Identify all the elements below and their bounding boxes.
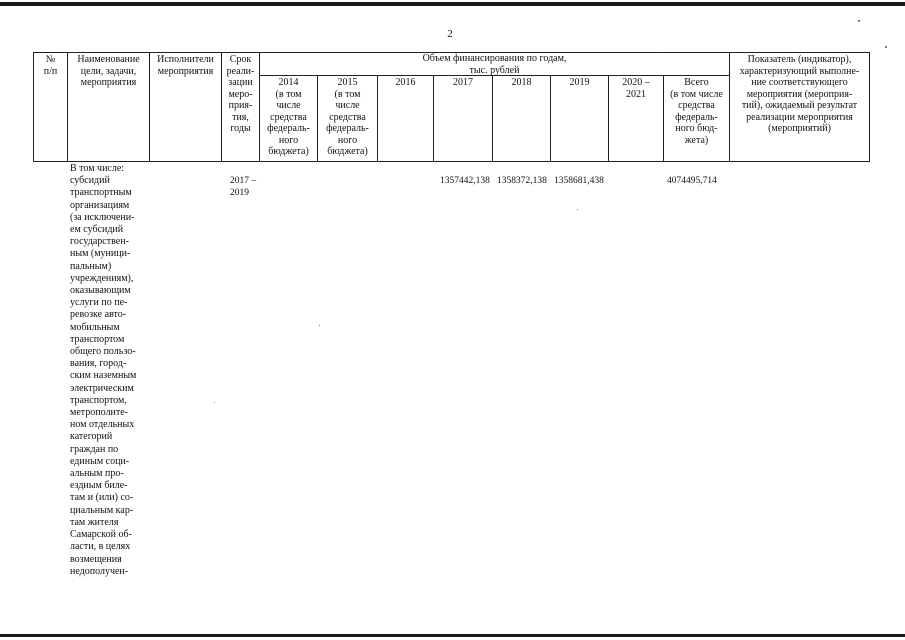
scan-speck <box>319 325 320 326</box>
row-value-2019: 1358681,438 <box>554 176 604 186</box>
header-num: № п/п <box>43 54 58 77</box>
table-line <box>33 161 870 162</box>
header-year-2017: 2017 <box>453 77 473 88</box>
header-executors: Исполнители мероприятия <box>157 54 214 77</box>
scan-speck <box>214 402 215 403</box>
row-term: 2017 – 2019 <box>230 176 257 198</box>
header-year-2020-2021: 2020 – 2021 <box>622 77 650 100</box>
row-value-2017: 1357442,138 <box>440 176 490 186</box>
financing-table-header <box>33 52 870 162</box>
page-number: 2 <box>447 28 453 40</box>
top-border-rule <box>0 2 905 6</box>
header-name: Наименование цели, задачи, мероприятия <box>77 54 140 88</box>
scan-speck <box>885 46 887 48</box>
row-description: В том числе: субсидий транспортным организациям (за исключени- ем субсидий государствен- ным (муници- пальным) учреждениям), оказывающим услуги по пе- ревозке авто- мобильным транспортом общего пользо- вания, город- ским наземным электрическим транспортом, метрополите- ном отдельных категорий граждан по единым соци- альным про- ездным биле- там и (или) со- циальным кар- там жителя Самарской об- ласти, в целях возмещения недополучен- <box>70 163 137 577</box>
bottom-border-rule <box>0 634 905 637</box>
header-total: Всего (в том числе средства федераль- ного бюд- жета) <box>670 77 723 146</box>
header-year-2015: 2015 (в том числе средства федераль- ного бюджета) <box>326 77 369 157</box>
header-year-2018: 2018 <box>511 77 532 88</box>
header-year-2019: 2019 <box>569 77 590 88</box>
scan-speck <box>577 209 578 210</box>
table-line <box>869 52 870 162</box>
header-year-2016: 2016 <box>395 77 416 88</box>
header-indicator: Показатель (индикатор), характеризующий выполне- ние соответствующего мероприятия (мероприя- тий), ожидаемый результат реализации мероприятия (мероприятий) <box>739 54 860 134</box>
header-term: Срок реали- зации меро- прия- тия, годы <box>226 54 255 134</box>
header-financing: Объем финансирования по годам, тыс. рублей <box>422 53 567 76</box>
header-year-2014: 2014 (в том числе средства федераль- ного бюджета) <box>267 77 310 157</box>
row-value-total: 4074495,714 <box>667 176 717 186</box>
scan-speck <box>858 20 860 22</box>
scan-speck <box>661 52 662 53</box>
row-value-2018: 1358372,138 <box>497 176 547 186</box>
